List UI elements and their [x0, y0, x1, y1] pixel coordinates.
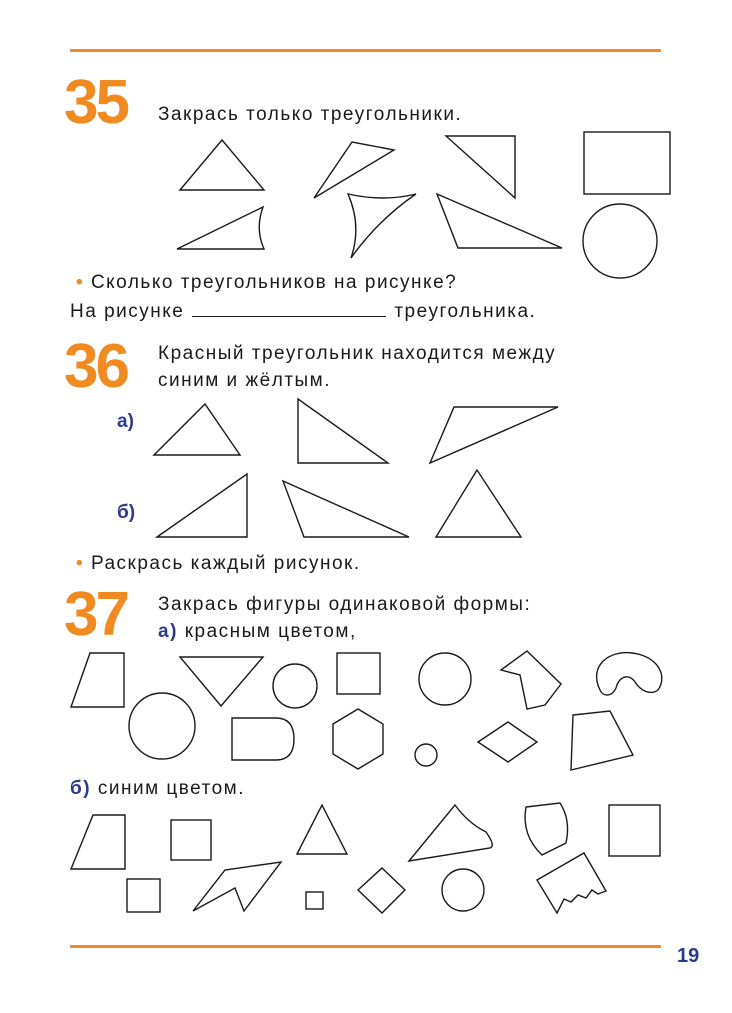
task-37-number: 37	[64, 580, 127, 649]
t35-triangle-1[interactable]	[180, 140, 264, 190]
t35-triangle-long[interactable]	[437, 194, 562, 248]
page-number: 19	[677, 945, 700, 967]
t37b-triangle[interactable]	[297, 805, 347, 854]
t35-triangle-right[interactable]	[446, 136, 515, 198]
task-37-part-b-label: б)	[70, 778, 92, 799]
task-36-instruction-line2: синим и жёлтым.	[158, 370, 332, 391]
t37a-triangle-down[interactable]	[180, 657, 263, 706]
task-35-question-text: Сколько треугольников на рисунке?	[90, 272, 458, 293]
t37b-square-3[interactable]	[127, 879, 160, 912]
bullet-icon: •	[76, 272, 85, 293]
t37b-rhombus[interactable]	[358, 868, 405, 913]
t35-curved-triangle-1[interactable]	[177, 207, 264, 249]
t37a-square[interactable]	[337, 653, 380, 694]
t37b-square-2[interactable]	[609, 805, 660, 856]
t36a-triangle-1[interactable]	[154, 404, 240, 455]
t36a-triangle-2[interactable]	[298, 399, 388, 463]
t37a-hexagon[interactable]	[333, 709, 383, 769]
t36b-triangle-1[interactable]	[157, 474, 247, 537]
t37a-circle-large[interactable]	[129, 693, 195, 759]
task-35-instruction: Закрась только треугольники.	[158, 104, 463, 125]
task-36-note-text: Раскрась каждый рисунок.	[90, 553, 361, 574]
task-35-number: 35	[64, 68, 127, 137]
task-37-part-a-text: красным цветом,	[184, 621, 357, 642]
t37a-bean[interactable]	[597, 653, 662, 695]
t36a-triangle-3[interactable]	[430, 407, 558, 463]
answer-prefix: На рисунке	[70, 301, 185, 322]
task-37-part-a-label: а)	[158, 621, 178, 642]
t37a-trapezoid[interactable]	[71, 653, 124, 707]
answer-suffix: треугольника.	[394, 301, 537, 322]
task-36-label-a: а)	[117, 411, 134, 432]
t37a-rounded-rect[interactable]	[232, 718, 294, 760]
t37a-rhombus[interactable]	[478, 722, 537, 762]
task-36-number: 36	[64, 332, 127, 401]
t37b-curved-triangle[interactable]	[409, 805, 492, 861]
task-37-instruction: Закрась фигуры одинаковой формы:	[158, 594, 532, 615]
t37a-circle-medium[interactable]	[419, 653, 471, 705]
t37b-torn-square[interactable]	[537, 853, 606, 913]
task-36-instruction-line1: Красный треугольник находится между	[158, 343, 557, 364]
t37b-square-tiny[interactable]	[306, 892, 323, 909]
t37a-circle-tiny[interactable]	[415, 744, 437, 766]
t37a-pentagon-odd[interactable]	[501, 651, 561, 709]
t37b-circle[interactable]	[442, 869, 484, 911]
task-36-label-b: б)	[117, 502, 136, 523]
t35-curved-shape[interactable]	[348, 194, 416, 258]
t37b-arrow-shape[interactable]	[193, 862, 281, 911]
task-37-part-b-text: синим цветом.	[97, 778, 246, 799]
t36b-triangle-3[interactable]	[436, 470, 521, 537]
t35-circle[interactable]	[583, 204, 657, 278]
t35-triangle-thin[interactable]	[314, 142, 394, 198]
t36b-triangle-2[interactable]	[283, 481, 409, 537]
t37b-rounded-shape[interactable]	[525, 803, 568, 855]
t37b-square-1[interactable]	[171, 820, 211, 860]
t37a-circle-small[interactable]	[273, 664, 317, 708]
t35-rectangle[interactable]	[584, 132, 670, 194]
t37b-trapezoid[interactable]	[71, 815, 125, 869]
bullet-icon: •	[76, 553, 85, 574]
t37a-quad[interactable]	[571, 711, 633, 770]
